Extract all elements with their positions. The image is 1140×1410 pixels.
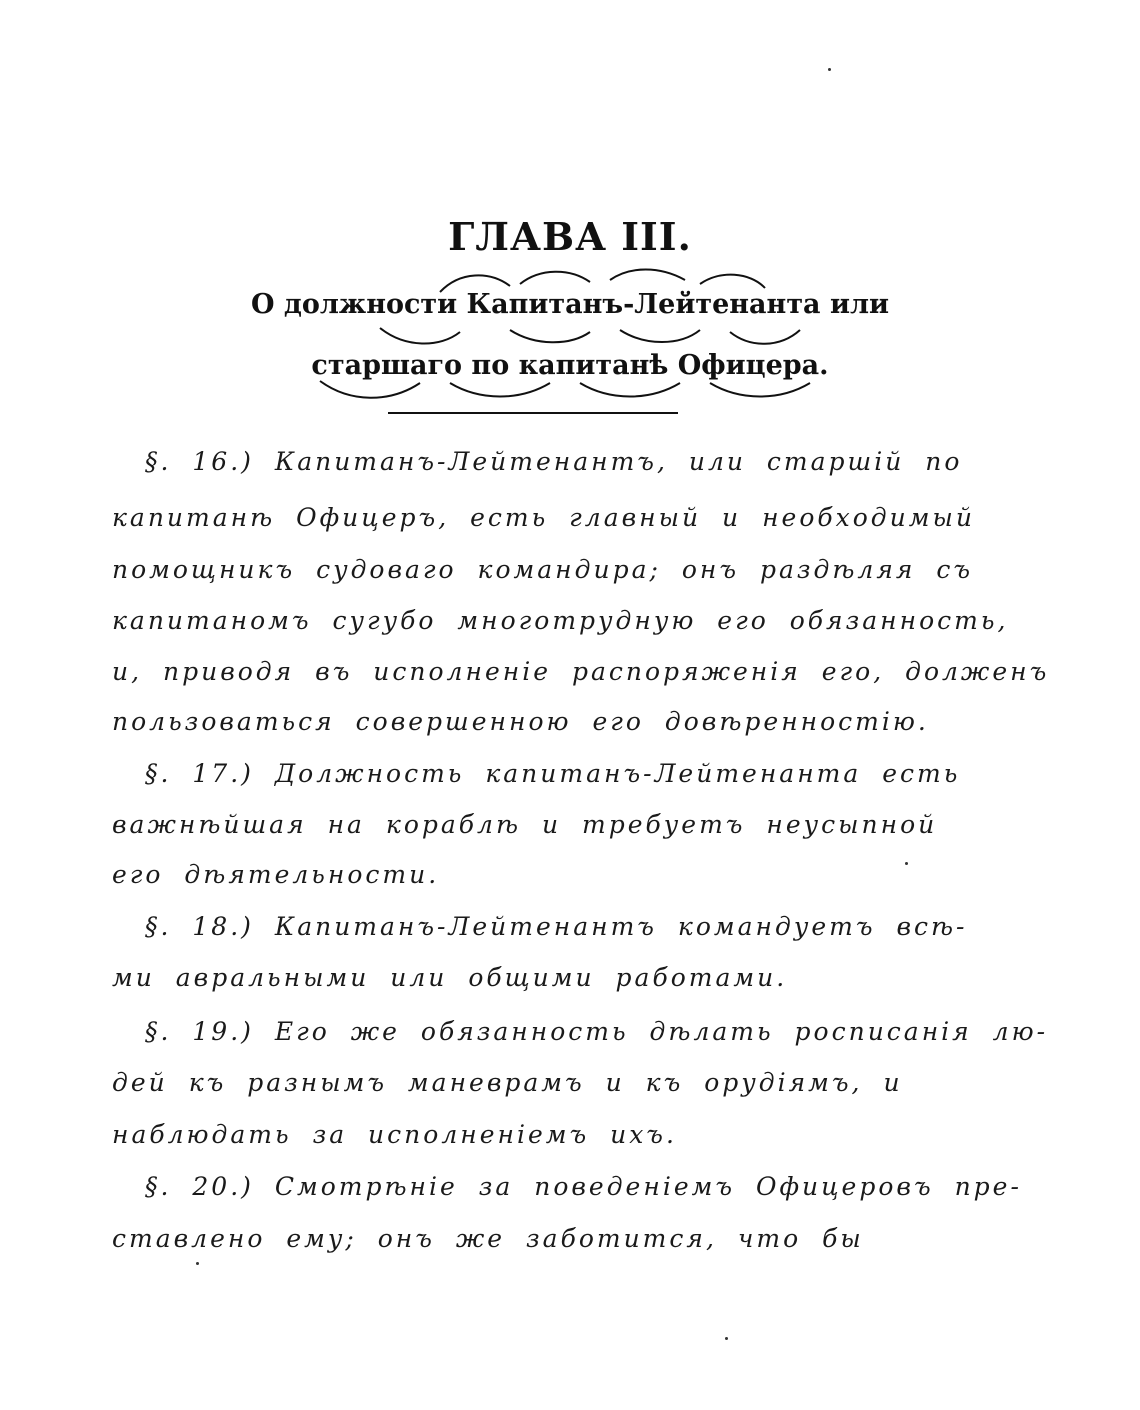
body-line: дей къ разнымъ маневрамъ и къ орудіямъ, и [112, 1068, 903, 1097]
title-divider-rule [388, 412, 678, 414]
body-line: важнѣйшая на кораблѣ и требуетъ неусыпной [112, 810, 938, 839]
body-line: и, приводя въ исполненіе распоряженія его, долженъ [112, 657, 1050, 686]
body-line: пользоваться совершенною его довѣренностію. [112, 707, 929, 736]
body-line: §. 17.) Должность капитанъ-Лейтенанта есть [145, 759, 961, 788]
body-line: §. 18.) Капитанъ-Лейтенантъ командуетъ всѣ- [145, 912, 968, 941]
body-line: наблюдать за исполненіемъ ихъ. [112, 1120, 677, 1149]
scan-speck [725, 1337, 728, 1340]
scan-speck [905, 862, 908, 865]
body-line: его дѣятельности. [112, 860, 440, 889]
body-line: §. 20.) Смотрѣніе за поведеніемъ Офицеровъ пре- [145, 1172, 1022, 1201]
chapter-subtitle-line-2: старшаго по капитанѣ Офицера. [311, 350, 829, 381]
body-line: §. 16.) Капитанъ-Лейтенантъ, или старшій по [145, 447, 963, 476]
title-flourish-middle [190, 322, 950, 352]
body-line: §. 19.) Его же обязанность дѣлать росписанія лю- [145, 1017, 1049, 1046]
body-line: помощникъ судоваго командира; онъ раздѣляя съ [112, 555, 974, 584]
body-line: капитаномъ сугубо многотрудную его обязанность, [112, 606, 1009, 635]
scan-speck [828, 68, 831, 71]
chapter-subtitle-line-1: О должности Капитанъ-Лейтенанта или [250, 289, 890, 320]
chapter-title: ГЛАВА III. [448, 214, 692, 259]
body-line: капитанѣ Офицеръ, есть главный и необходимый [112, 503, 975, 532]
body-line: ми авральными или общими работами. [112, 963, 788, 992]
body-line: ставлено ему; онъ же заботится, что бы [112, 1224, 864, 1253]
scan-speck [196, 1262, 199, 1265]
